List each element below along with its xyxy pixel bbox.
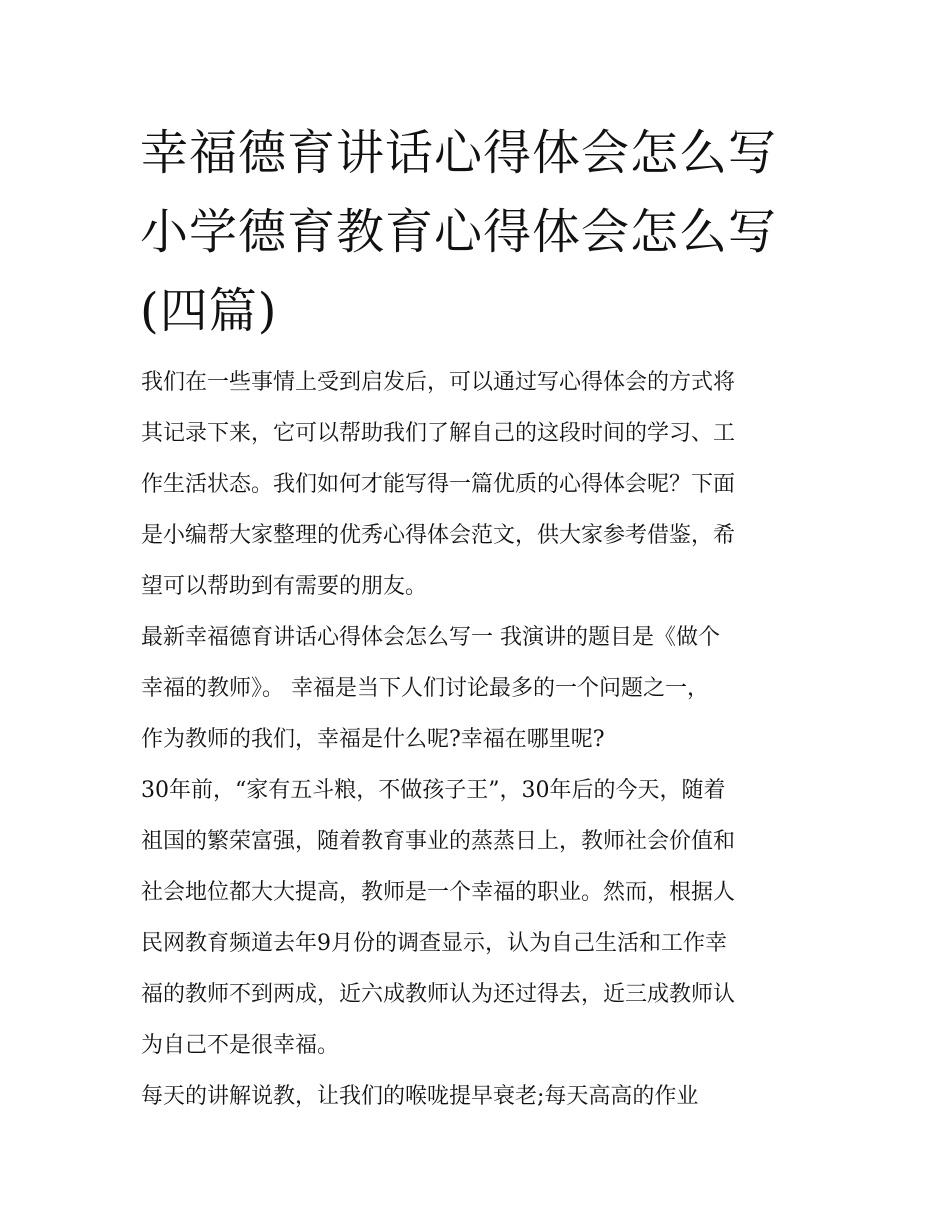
text-line: 是小编帮大家整理的优秀心得体会范文，供大家参考借鉴，希 xyxy=(141,523,736,548)
document-title xyxy=(140,114,820,351)
text-line: 望可以帮助到有需要的朋友。 xyxy=(141,574,428,599)
intro-paragraph xyxy=(141,357,817,612)
title-line: (四篇) xyxy=(140,283,278,339)
text-line: 民网教育频道去年9月份的调查显示，认为自己生活和工作幸 xyxy=(141,931,727,956)
title-line: 小学德育教育心得体会怎么写 xyxy=(140,204,778,260)
text-line: 每天的讲解说教，让我们的喉咙提早衰老;每天高高的作业 xyxy=(141,1084,699,1109)
text-line: 作为教师的我们，幸福是什么呢?幸福在哪里呢? xyxy=(141,727,605,752)
text-line: 其记录下来，它可以帮助我们了解自己的这段时间的学习、工 xyxy=(141,421,736,446)
text-line: 幸福的教师》。 幸福是当下人们讨论最多的一个问题之一， xyxy=(141,676,709,701)
text-line: 我们在一些事情上受到启发后，可以通过写心得体会的方式将 xyxy=(141,370,736,395)
text-line: 作生活状态。我们如何才能写得一篇优质的心得体会呢？下面 xyxy=(141,472,736,497)
section-paragraph xyxy=(141,612,817,765)
text-line: 为自己不是很幸福。 xyxy=(141,1033,340,1058)
document-body xyxy=(141,357,817,1122)
text-line: 社会地位都大大提高，教师是一个幸福的职业。然而，根据人 xyxy=(141,880,736,905)
text-line: 祖国的繁荣富强，随着教育事业的蒸蒸日上，教师社会价值和 xyxy=(141,829,736,854)
title-line: 幸福德育讲话心得体会怎么写 xyxy=(140,125,778,181)
body-paragraph xyxy=(141,1071,817,1122)
text-line: 30年前，“家有五斗粮，不做孩子王”，30年后的今天，随着 xyxy=(141,778,726,803)
body-paragraph xyxy=(141,765,817,1071)
text-line: 福的教师不到两成，近六成教师认为还过得去，近三成教师认 xyxy=(141,982,736,1007)
text-line: 最新幸福德育讲话心得体会怎么写一 我演讲的题目是《做个 xyxy=(141,625,720,650)
